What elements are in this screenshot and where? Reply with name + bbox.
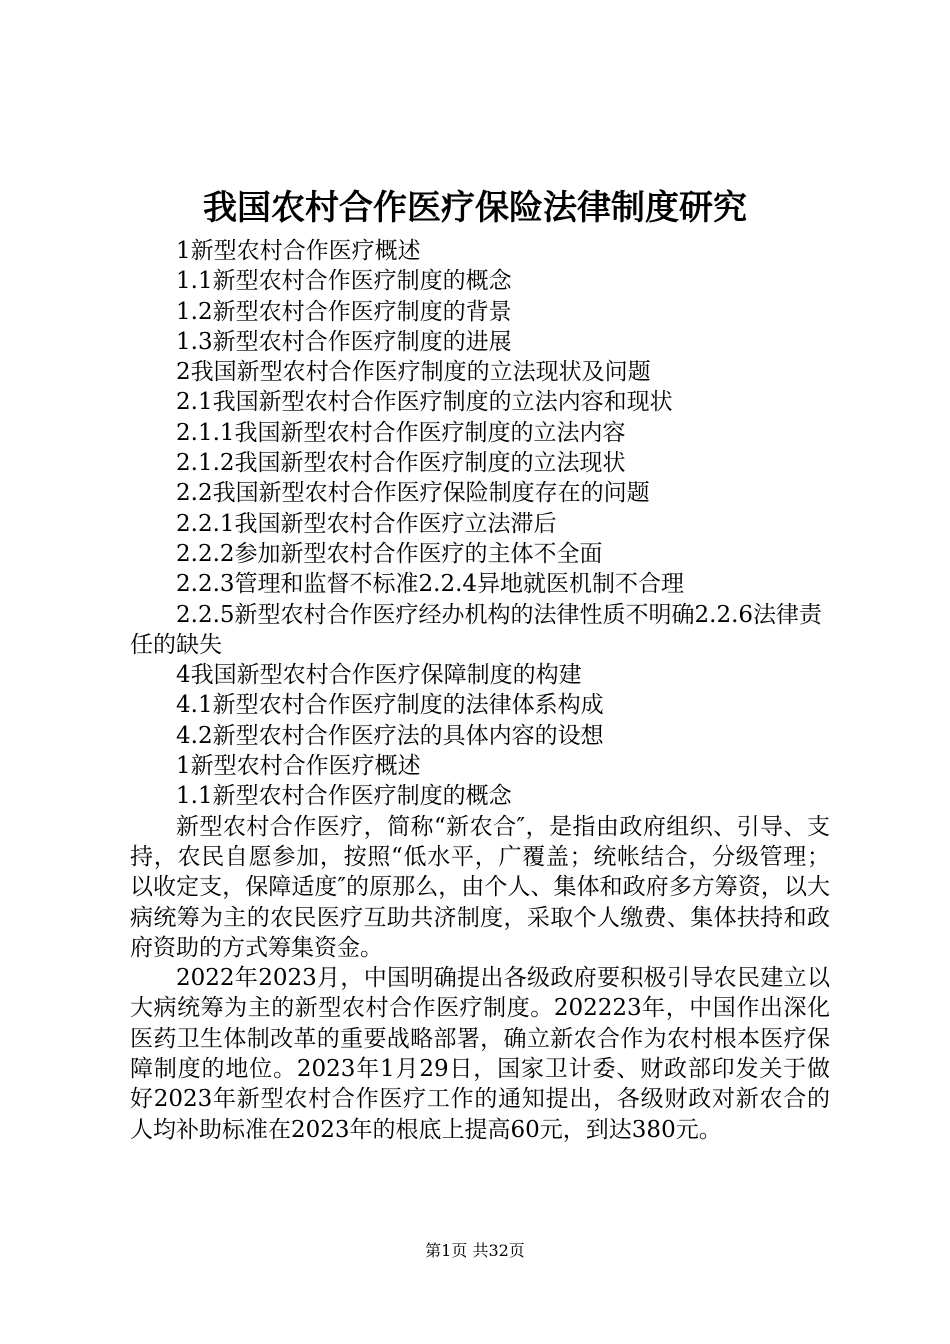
page-footer: 第1页 共32页 [425, 1241, 525, 1260]
toc-item: 1.2新型农村合作医疗制度的背景 [176, 298, 512, 325]
toc-item: 4.1新型农村合作医疗制度的法律体系构成 [176, 692, 604, 719]
body-paragraph: 新型农村合作医疗，简称“新农合″，是指由政府组织、引导、支持，农民自愿参加，按照“低水平，广覆盖；统帐结合，分级管理；以收定支，保障适度″的原那么，由个人、集体和政府多方筹资，以大病统筹为主的农民医疗互助共济制度，采取个人缴费、集体扶持和政府资助的方式筹集资金。 [130, 813, 830, 961]
toc-item: 2我国新型农村合作医疗制度的立法现状及问题 [176, 359, 651, 386]
toc-item: 1新型农村合作医疗概述 [176, 238, 421, 264]
toc-item: 2.2我国新型农村合作医疗保险制度存在的问题 [176, 480, 650, 507]
toc-item: 2.2.3管理和监督不标准2.2.4异地就医机制不合理 [176, 571, 685, 598]
toc-item: 4.2新型农村合作医疗法的具体内容的设想 [176, 722, 604, 749]
toc-item: 2.2.2参加新型农村合作医疗的主体不全面 [176, 540, 603, 567]
toc-item: 1.1新型农村合作医疗制度的概念 [176, 268, 512, 295]
toc-item: 1.3新型农村合作医疗制度的进展 [176, 328, 512, 355]
subsection-heading: 1.1新型农村合作医疗制度的概念 [176, 783, 512, 810]
toc-item: 4我国新型农村合作医疗保障制度的构建 [176, 662, 582, 689]
toc-item: 2.2.1我国新型农村合作医疗立法滞后 [176, 510, 557, 537]
toc-item: 2.1.1我国新型农村合作医疗制度的立法内容 [176, 419, 626, 446]
toc-item: 2.2.5新型农村合作医疗经办机构的法律性质不明确2.2.6法律责任的缺失 [130, 601, 823, 658]
body-paragraph: 2022年2023月，中国明确提出各级政府要积极引导农民建立以大病统筹为主的新型农村合作医疗制度。202223年，中国作出深化医药卫生体制改革的重要战略部署，确立新农合作为农村根本医疗保障制度的地位。2023年1月29日，国家卫计委、财政部印发关于做好2023年新型农村合作医疗工作的通知提出，各级财政对新农合的人均补助标准在2023年的根底上提高60元，到达380元。 [130, 965, 830, 1143]
toc-item: 2.1我国新型农村合作医疗制度的立法内容和现状 [176, 389, 673, 416]
toc-item: 2.1.2我国新型农村合作医疗制度的立法现状 [176, 450, 626, 477]
document-title: 我国农村合作医疗保险法律制度研究 [203, 188, 747, 228]
section-heading: 1新型农村合作医疗概述 [176, 753, 421, 780]
document-body [130, 236, 830, 1145]
